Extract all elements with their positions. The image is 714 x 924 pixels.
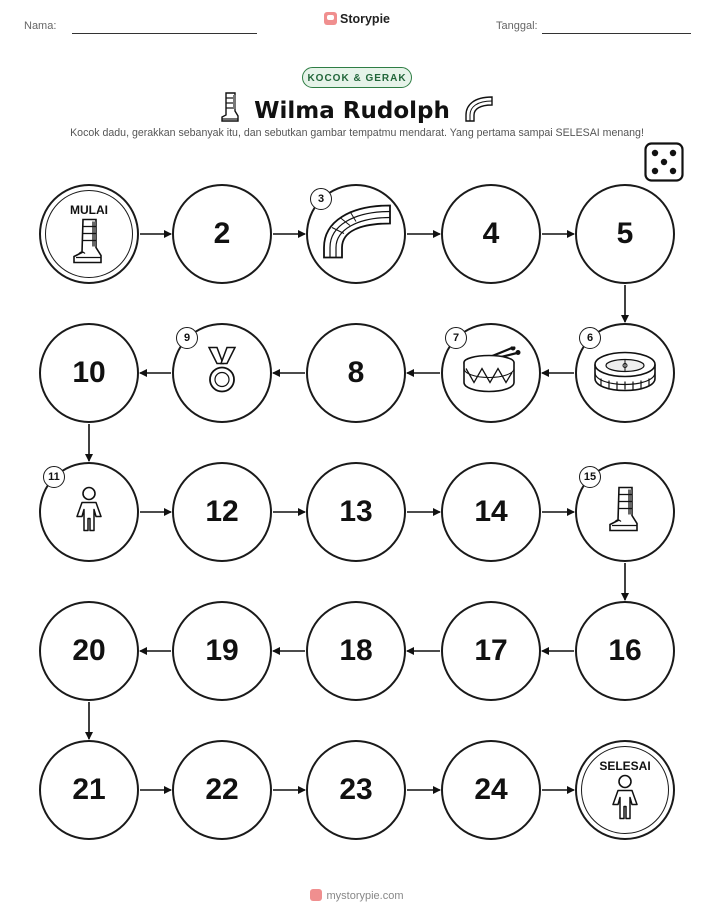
board-space-9[interactable] (172, 323, 272, 423)
board-space-7[interactable] (441, 323, 541, 423)
space-number: 24 (474, 773, 508, 806)
board-space-15[interactable] (575, 462, 675, 562)
board-space-12[interactable] (172, 462, 272, 562)
space-number-tag: 9 (176, 327, 198, 349)
board-space-11[interactable] (39, 462, 139, 562)
date-label: Tanggal: (496, 20, 538, 32)
board-space-2[interactable] (172, 184, 272, 284)
board-space-5[interactable] (575, 184, 675, 284)
leg-brace-icon (72, 217, 106, 270)
start-space[interactable] (39, 184, 139, 284)
board-space-18[interactable] (306, 601, 406, 701)
footer-url[interactable]: mystorypie.com (326, 890, 404, 902)
space-number: 13 (339, 495, 373, 528)
board-space-17[interactable] (441, 601, 541, 701)
space-number: 18 (339, 634, 373, 667)
title-text: Wilma Rudolph (254, 98, 450, 124)
board-space-8[interactable] (306, 323, 406, 423)
board-space-21[interactable] (39, 740, 139, 840)
drum-icon (461, 347, 521, 400)
start-label: MULAI (70, 203, 108, 217)
space-number-tag: 7 (445, 327, 467, 349)
storypie-logo-icon (310, 889, 322, 901)
space-number-tag: 15 (579, 466, 601, 488)
space-number: 22 (205, 773, 239, 806)
board-space-3[interactable] (306, 184, 406, 284)
board-space-6[interactable] (575, 323, 675, 423)
space-number: 2 (213, 217, 231, 250)
person-icon (74, 487, 104, 538)
board-space-23[interactable] (306, 740, 406, 840)
activity-badge: KOCOK & GERAK (302, 67, 412, 88)
space-number: 4 (482, 217, 500, 250)
board-space-24[interactable] (441, 740, 541, 840)
space-number: 5 (616, 217, 634, 250)
running-track-icon (320, 202, 392, 267)
space-number: 12 (205, 495, 239, 528)
finish-space[interactable] (575, 740, 675, 840)
space-number: 23 (339, 773, 373, 806)
name-label: Nama: (24, 20, 57, 32)
stadium-icon (592, 349, 658, 398)
person-icon (610, 774, 640, 825)
space-number: 19 (205, 634, 239, 667)
board-space-4[interactable] (441, 184, 541, 284)
board-space-16[interactable] (575, 601, 675, 701)
space-number: 21 (72, 773, 106, 806)
board-space-19[interactable] (172, 601, 272, 701)
space-number: 16 (608, 634, 642, 667)
instructions-text: Kocok dadu, gerakkan sebanyak itu, dan sebutkan gambar tempatmu mendarat. Yang pertama sampai SELESAI menang! (70, 127, 644, 139)
space-number-tag: 6 (579, 327, 601, 349)
medal-icon (205, 346, 239, 401)
space-number-tag: 3 (310, 188, 332, 210)
board-space-20[interactable] (39, 601, 139, 701)
footer (0, 889, 714, 902)
space-number: 8 (347, 356, 365, 389)
board-space-13[interactable] (306, 462, 406, 562)
brand-name: Storypie (339, 12, 390, 26)
space-number-tag: 11 (43, 466, 65, 488)
board-space-10[interactable] (39, 323, 139, 423)
space-number: 14 (474, 495, 508, 528)
board-space-22[interactable] (172, 740, 272, 840)
space-number: 17 (474, 634, 508, 667)
space-number: 10 (72, 356, 106, 389)
space-number: 20 (72, 634, 106, 667)
finish-label: SELESAI (599, 759, 651, 773)
board-space-14[interactable] (441, 462, 541, 562)
leg-brace-icon (608, 486, 642, 539)
